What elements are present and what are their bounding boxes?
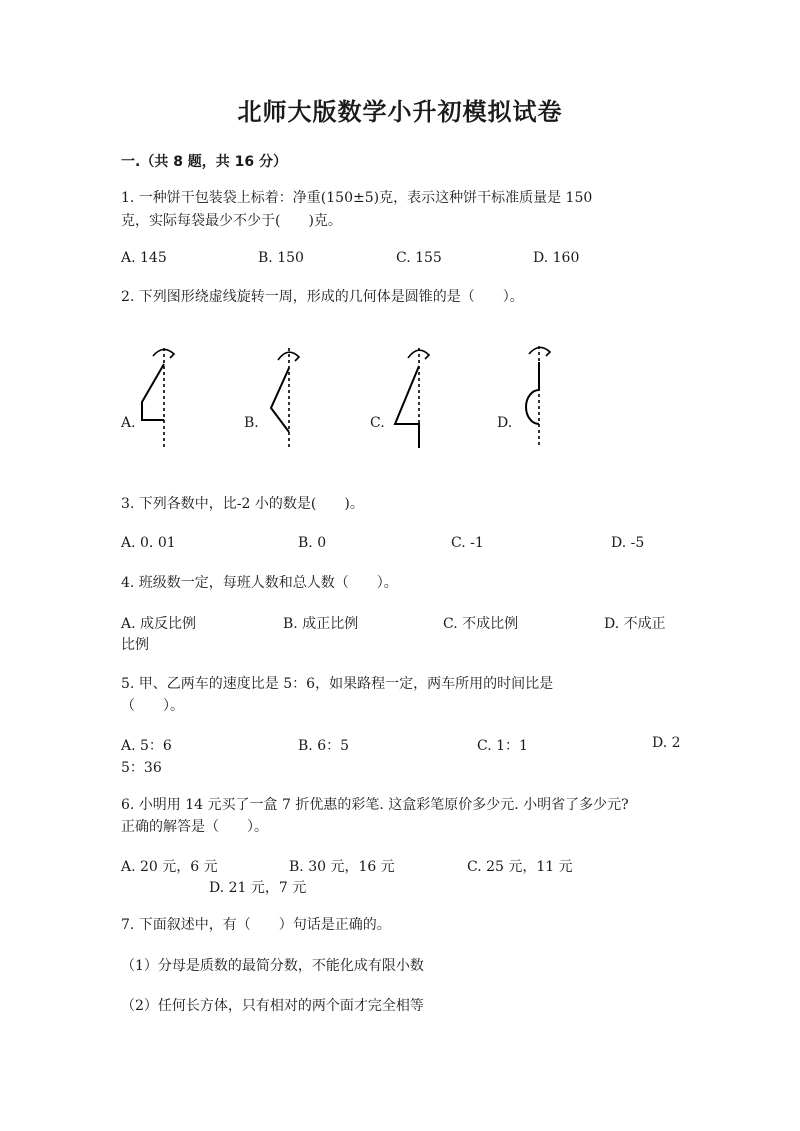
question-6-line-2: 正确的解答是（ ）。 <box>121 819 268 835</box>
question-6-option-b: B. 30 元，16 元 <box>289 859 395 875</box>
page-title: 北师大版数学小升初模拟试卷 <box>237 98 563 126</box>
question-2-option-b: B. <box>244 415 259 431</box>
question-5-line-1: 5. 甲、乙两车的速度比是 5：6，如果路程一定，两车所用的时间比是 <box>121 676 554 692</box>
question-5-option-d-wrap: 5：36 <box>121 760 162 776</box>
question-1-line-2: 克，实际每袋最少不少于( )克。 <box>121 213 342 229</box>
question-6-option-c: C. 25 元，11 元 <box>467 859 573 875</box>
question-7-statement-1: （1）分母是质数的最简分数，不能化成有限小数 <box>121 958 424 974</box>
question-3-option-c: C. -1 <box>451 535 484 551</box>
figure-a-trapezoid <box>130 340 190 455</box>
question-2-option-a: A. <box>121 415 136 431</box>
question-2-option-c: C. <box>370 415 385 431</box>
question-4-option-d-wrap: 比例 <box>121 637 149 653</box>
question-3-option-b: B. 0 <box>298 535 327 551</box>
question-5-option-d: D. 2 <box>652 735 681 751</box>
question-1-option-b: B. 150 <box>258 250 304 266</box>
question-3-line-1: 3. 下列各数中，比-2 小的数是( )。 <box>121 496 364 512</box>
question-1-option-d: D. 160 <box>533 250 580 266</box>
question-1-option-c: C. 155 <box>396 250 442 266</box>
question-4-option-b: B. 成正比例 <box>283 616 359 632</box>
question-4-option-c: C. 不成比例 <box>443 616 519 632</box>
question-2-line-1: 2. 下列图形绕虚线旋转一周，形成的几何体是圆锥的是（ ）。 <box>121 289 524 305</box>
question-4-option-d: D. 不成正 <box>604 616 666 632</box>
question-5-line-2: （ ）。 <box>121 698 184 714</box>
question-2-option-d: D. <box>497 415 513 431</box>
question-4-option-a: A. 成反比例 <box>121 616 197 632</box>
question-6-option-d: D. 21 元，7 元 <box>209 880 307 896</box>
question-7-line-1: 7. 下面叙述中，有（ ）句话是正确的。 <box>121 917 391 933</box>
question-1-line-1: 1. 一种饼干包装袋上标着：净重(150±5)克，表示这种饼干标准质量是 150 <box>121 190 593 206</box>
question-1-option-a: A. 145 <box>121 250 167 266</box>
question-6-line-1: 6. 小明用 14 元买了一盒 7 折优惠的彩笔. 这盒彩笔原价多少元. 小明省了多少元? <box>121 797 629 813</box>
question-3-option-a: A. 0. 01 <box>121 535 176 551</box>
question-3-option-d: D. -5 <box>611 535 645 551</box>
figure-c-right-triangle <box>385 340 445 455</box>
figure-d-semicircle <box>510 340 570 455</box>
figure-b-triangle <box>255 340 315 455</box>
question-7-statement-2: （2）任何长方体，只有相对的两个面才完全相等 <box>121 998 424 1014</box>
question-6-option-a: A. 20 元，6 元 <box>121 859 218 875</box>
question-5-option-b: B. 6：5 <box>298 738 350 754</box>
section-heading: 一.（共 8 题，共 16 分） <box>121 154 288 170</box>
question-5-option-c: C. 1：1 <box>477 738 528 754</box>
question-5-option-a: A. 5：6 <box>121 738 172 754</box>
question-4-line-1: 4. 班级数一定，每班人数和总人数（ ）。 <box>121 575 398 591</box>
